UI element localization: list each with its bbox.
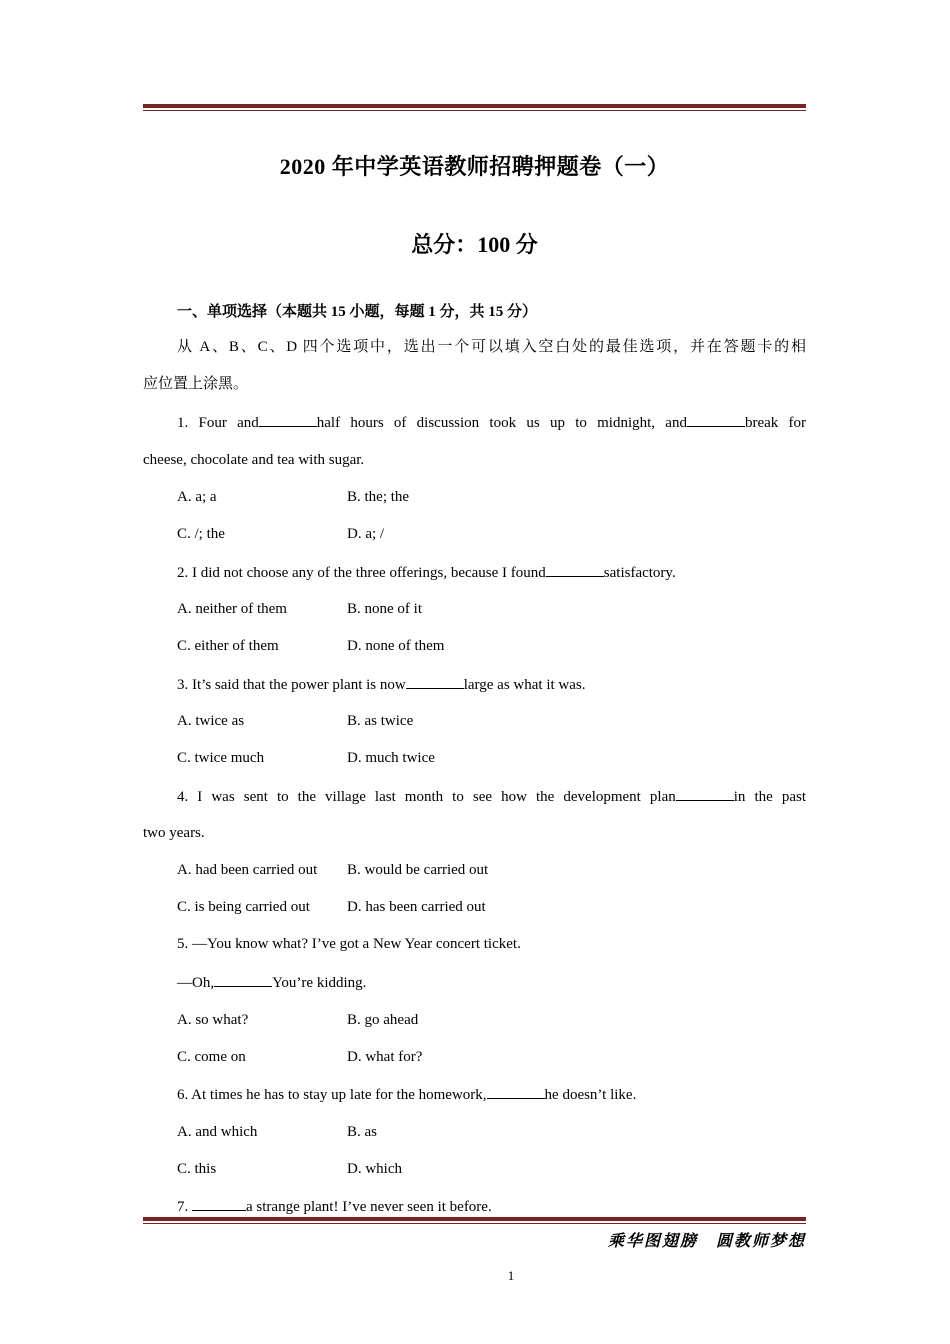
question-7: 7. a strange plant! I’ve never seen it before. <box>177 1196 806 1217</box>
option-b: B. none of it <box>347 601 422 617</box>
answer-blank <box>406 674 464 689</box>
answer-blank <box>487 1084 545 1099</box>
question-4-line-2: two years. <box>143 825 205 841</box>
question-5-reply: —Oh, You’re kidding. <box>177 972 806 993</box>
option-b: B. the; the <box>347 489 410 505</box>
option-d: D. what for? <box>347 1049 423 1065</box>
option-d: D. none of them <box>347 638 445 654</box>
question-5: 5. —You know what? I’ve got a New Year concert ticket. <box>177 936 521 952</box>
option-c: C. come on <box>177 1049 246 1065</box>
total-score: 总分：100 分 <box>411 232 538 257</box>
answer-blank <box>214 972 272 987</box>
option-d: D. a; / <box>347 526 385 542</box>
question-6: 6. At times he has to stay up late for the homework, he doesn’t like. <box>177 1084 806 1105</box>
option-c: C. is being carried out <box>177 899 310 915</box>
option-b: B. as twice <box>347 713 414 729</box>
option-a: A. twice as <box>177 713 245 729</box>
question-1: 1. Four and half hours of discussion took us up to midnight, and break for <box>177 412 806 433</box>
section-heading: 一、单项选择（本题共 15 小题，每题 1 分，共 15 分） <box>177 304 538 320</box>
answer-blank <box>687 412 745 427</box>
answer-blank <box>259 412 317 427</box>
header-rule <box>143 104 806 111</box>
option-d: D. has been carried out <box>347 899 486 915</box>
instruction-line-1: 从 A、B、C、D 四个选项中，选出一个可以填入空白处的最佳选项，并在答题卡的相 <box>177 339 806 355</box>
option-a: A. so what? <box>177 1012 249 1028</box>
page-title: 2020 年中学英语教师招聘押题卷（一） <box>279 154 670 179</box>
question-3: 3. It’s said that the power plant is now large as what it was. <box>177 674 806 695</box>
option-d: D. which <box>347 1161 402 1177</box>
footer-rule <box>143 1217 806 1224</box>
option-a: A. a; a <box>177 489 217 505</box>
option-b: B. go ahead <box>347 1012 419 1028</box>
option-d: D. much twice <box>347 750 435 766</box>
option-c: C. /; the <box>177 526 225 542</box>
answer-blank <box>546 562 604 577</box>
answer-blank <box>192 1196 246 1211</box>
question-4: 4. I was sent to the village last month to see how the development plan in the past <box>177 786 806 807</box>
option-b: B. as <box>347 1124 377 1140</box>
footer-slogan: 乘华图翅膀 圆教师梦想 <box>607 1231 806 1250</box>
option-a: A. neither of them <box>177 601 287 617</box>
option-c: C. either of them <box>177 638 279 654</box>
question-1-line-2: cheese, chocolate and tea with sugar. <box>143 452 365 468</box>
option-a: A. had been carried out <box>177 862 318 878</box>
question-2: 2. I did not choose any of the three offerings, because I found satisfactory. <box>177 562 806 583</box>
page-number: 1 <box>507 1268 515 1283</box>
option-b: B. would be carried out <box>347 862 489 878</box>
answer-blank <box>676 786 734 801</box>
option-a: A. and which <box>177 1124 258 1140</box>
instruction-line-2: 应位置上涂黑。 <box>143 376 249 392</box>
option-c: C. twice much <box>177 750 265 766</box>
option-c: C. this <box>177 1161 217 1177</box>
